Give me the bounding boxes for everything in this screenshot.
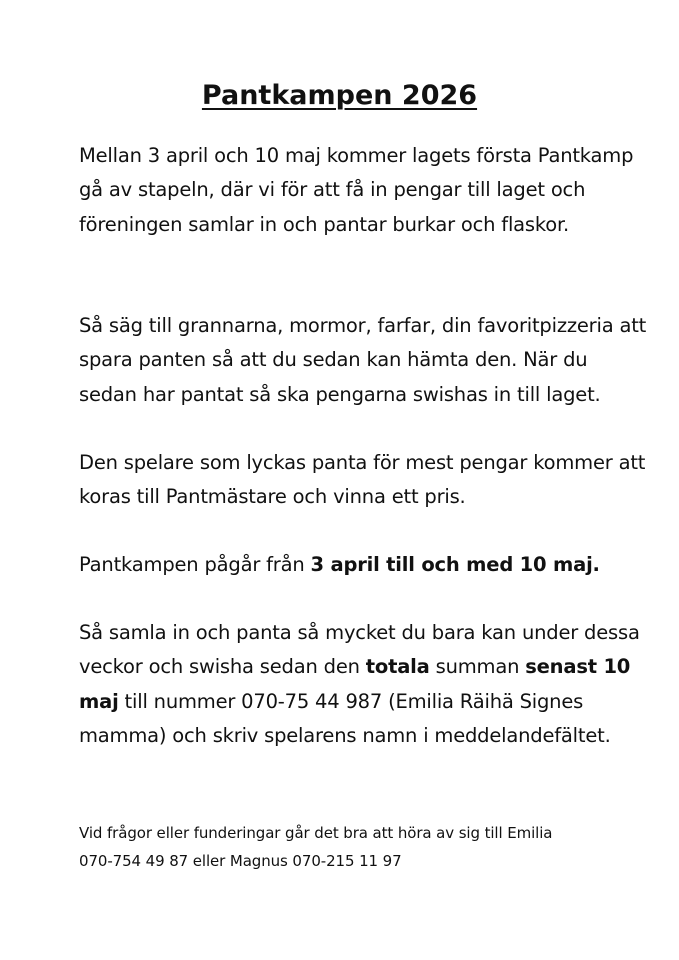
page-title (0, 76, 679, 116)
paragraph-swish-part1: Så samla in och panta så mycket du bara kan under dessa veckor och swisha sedan den (79, 621, 640, 679)
paragraph-dates-text: Pantkampen pågår från (79, 553, 311, 576)
paragraph-swish (79, 616, 649, 753)
paragraph-prize: Den spelare som lyckas panta för mest pengar kommer att koras till Pantmästare och vinna ett pris. (79, 451, 646, 509)
paragraph-swish-bold-deadline: senast 10 maj (79, 655, 631, 713)
paragraph-dates-bold: 3 april till och med 10 maj. (310, 553, 600, 576)
page-title-text: Pantkampen 2026 (201, 80, 478, 111)
paragraph-collect: Så säg till grannarna, mormor, farfar, din favoritpizzeria att spara panten så att du sedan kan hämta den. När du sedan har pantat så ska pengarna swishas in till laget. (79, 314, 647, 406)
paragraph-swish-part3: till nummer 070-75 44 987 (Emilia Räihä Signes mamma) och skriv spelarens namn i meddelandefältet. (79, 689, 611, 747)
contact-line-1: Vid frågor eller funderingar går det bra att höra av sig till Emilia (79, 824, 553, 842)
contact-line-2: 070-754 49 87 eller Magnus 070-215 11 97 (79, 851, 402, 870)
paragraph-swish-bold-total: totala (365, 655, 430, 679)
paragraph-dates (79, 548, 649, 582)
contact-footer (79, 820, 649, 875)
paragraph-intro: Mellan 3 april och 10 maj kommer lagets första Pantkamp gå av stapeln, där vi för att få in pengar till laget och föreningen samlar in och pantar burkar och flaskor. (79, 144, 634, 236)
paragraph-swish-part2: summan (429, 655, 526, 679)
